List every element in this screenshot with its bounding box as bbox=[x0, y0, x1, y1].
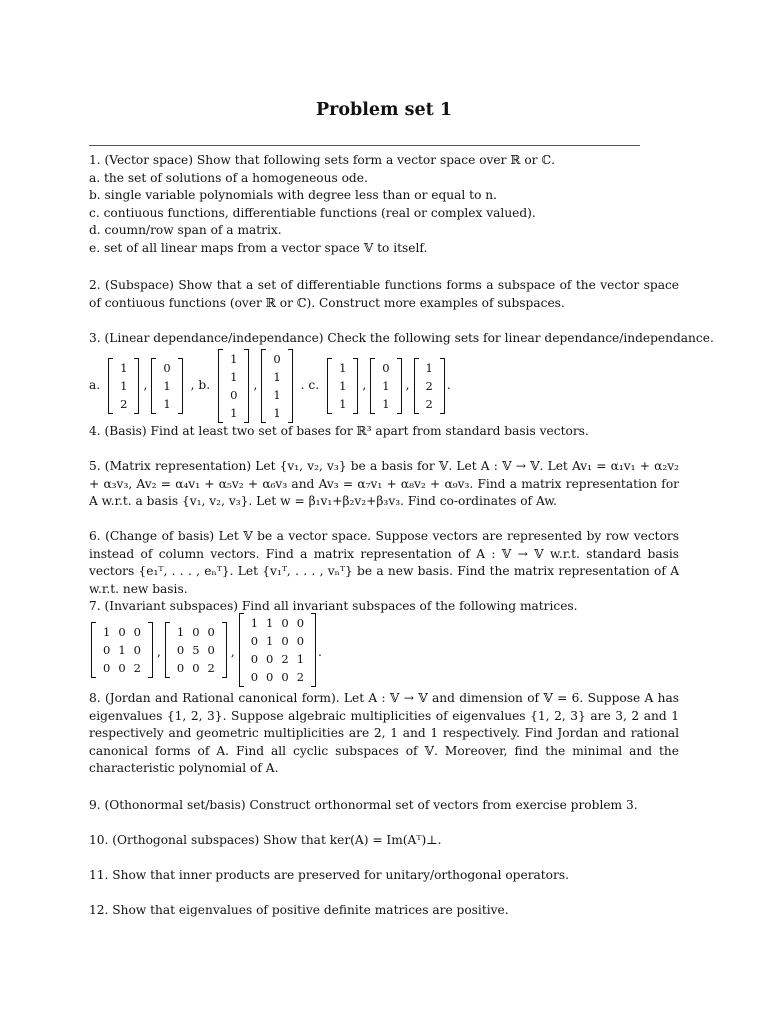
comma: , bbox=[156, 644, 161, 659]
matrix-entry: 0 bbox=[273, 351, 281, 366]
matrix-entry: 0 bbox=[281, 669, 289, 684]
matrix-entry: 0 bbox=[118, 624, 126, 639]
period: . bbox=[446, 377, 451, 392]
page-title: Problem set 1 bbox=[315, 100, 453, 120]
matrix-entry: 1 bbox=[120, 378, 128, 393]
matrix-column bbox=[159, 359, 174, 413]
matrix-column bbox=[226, 350, 241, 422]
problem-1-line: d. coumn/row span of a matrix. bbox=[89, 223, 282, 238]
matrix-column bbox=[269, 350, 284, 422]
matrix-body bbox=[113, 358, 134, 414]
matrix-entry: 0 bbox=[192, 624, 200, 639]
column-vector bbox=[108, 358, 139, 414]
problem-5-text: 5. (Matrix representation) Let {v₁, v₂, v₃} be a basis for 𝕍. Let A : 𝕍 → 𝕍. Let Av₁ = α₁v₁ + α₂v₂ + α₃v₃, Av₂ = α₄v₁ + α₅v₂ + α₆v₃ and Av₃ = α₇v₁ + α₈v₂ + α₉v₃. Find a matrix representation for A w.r.t. a basis {v₁, v₂, v₃}. Let w = β₁v₁+β₂v₂+β₃v₃. Find co-ordinates of Aw. bbox=[89, 459, 679, 509]
problem-8 bbox=[89, 690, 679, 778]
matrix-entry: 2 bbox=[207, 660, 215, 675]
matrix-entry: 1 bbox=[120, 360, 128, 375]
matrix-1 bbox=[89, 622, 155, 684]
matrix-column bbox=[99, 623, 114, 677]
matrix-body bbox=[375, 358, 396, 414]
matrix-entry: 0 bbox=[118, 660, 126, 675]
matrix-entry: 5 bbox=[192, 642, 200, 657]
matrix-body bbox=[170, 622, 222, 678]
matrix-entry: 0 bbox=[266, 669, 274, 684]
problem-4 bbox=[89, 423, 679, 441]
title-divider bbox=[89, 145, 640, 146]
matrix-entry: 0 bbox=[382, 360, 390, 375]
square-matrix bbox=[91, 622, 153, 678]
matrix-entry: 1 bbox=[339, 360, 347, 375]
problem-9-text: 9. (Othonormal set/basis) Construct orthonormal set of vectors from exercise problem 3. bbox=[89, 798, 638, 812]
matrix-entry: 0 bbox=[266, 651, 274, 666]
matrix-entry: 0 bbox=[103, 660, 111, 675]
problem-6-text: 6. (Change of basis) Let 𝕍 be a vector space. Suppose vectors are represented by row vectors instead of column vectors. Find a matrix representation of A : 𝕍 → 𝕍 w.r.t. standard basis vectors {e₁ᵀ, . . . , eₙᵀ}. Let {v₁ᵀ, . . . , vₙᵀ} be a new basis. Find the matrix representation of A w.r.t. new basis. bbox=[89, 529, 679, 596]
matrix-entry: 1 bbox=[176, 624, 185, 639]
comma: , bbox=[405, 377, 410, 392]
set-b-label: , b. bbox=[190, 377, 211, 392]
problem-8-text: 8. (Jordan and Rational canonical form). Let A : 𝕍 → 𝕍 and dimension of 𝕍 = 6. Suppose A has eigenvalues {1, 2, 3}. Suppose algebraic multiplicities of eigenvalues {1, 2, 3} are 3, 2 and 1 respectively and geometric multiplicities are 2, 1 and 1 respectively. Find Jordan and rational canonical forms of A. Find all cyclic subspaces of 𝕍. Moreover, find the minimal and the characteristic polynomial of A. bbox=[89, 691, 679, 776]
right-bracket bbox=[440, 358, 445, 414]
right-bracket bbox=[148, 622, 153, 678]
comma: , bbox=[143, 377, 148, 392]
matrix-entry: 0 bbox=[250, 669, 259, 684]
column-vector bbox=[151, 358, 182, 414]
matrix-body bbox=[156, 358, 177, 414]
matrix-column bbox=[277, 614, 292, 686]
problem-5 bbox=[89, 458, 679, 511]
matrix-entry: 2 bbox=[425, 396, 433, 411]
column-vector bbox=[370, 358, 401, 414]
right-bracket bbox=[178, 358, 183, 414]
matrix-entry: 0 bbox=[281, 615, 289, 630]
problem-1-line: e. set of all linear maps from a vector space 𝕍 to itself. bbox=[89, 240, 428, 255]
matrix-body bbox=[96, 622, 148, 678]
matrix-entry: 1 bbox=[425, 360, 433, 375]
matrix-entry: 0 bbox=[250, 651, 259, 666]
right-bracket bbox=[134, 358, 139, 414]
right-bracket bbox=[353, 358, 358, 414]
problem-1-line: b. single variable polynomials with degree less than or equal to n. bbox=[89, 188, 498, 203]
matrix-column bbox=[188, 623, 203, 677]
matrix-column bbox=[173, 623, 188, 677]
matrix-entry: 0 bbox=[207, 624, 215, 639]
column-vector bbox=[414, 358, 445, 414]
matrix-3 bbox=[237, 613, 318, 693]
matrix-body bbox=[266, 349, 287, 423]
matrix-entry: 1 bbox=[296, 651, 305, 666]
matrix-entry: 0 bbox=[230, 387, 238, 402]
problem-1-line: a. the set of solutions of a homogeneous ode. bbox=[89, 170, 368, 185]
comma: , bbox=[253, 377, 258, 392]
problem-7-matrices bbox=[89, 617, 679, 689]
problem-2-text: 2. (Subspace) Show that a set of differentiable functions forms a subspace of the vector space of contiuous functions (over ℝ or ℂ). Construct more examples of subspaces. bbox=[89, 278, 679, 310]
matrix-entry: 1 bbox=[163, 396, 171, 411]
problem-2 bbox=[89, 277, 679, 312]
matrix-entry: 1 bbox=[103, 624, 111, 639]
problem-12-text: 12. Show that eigenvalues of positive definite matrices are positive. bbox=[89, 903, 509, 917]
matrix-entry: 0 bbox=[133, 624, 141, 639]
matrix-body bbox=[332, 358, 353, 414]
matrix-entry: 1 bbox=[266, 615, 274, 630]
problem-4-text: 4. (Basis) Find at least two set of bases for ℝ³ apart from standard basis vectors. bbox=[89, 424, 589, 438]
matrix-entry: 0 bbox=[192, 660, 200, 675]
problem-1 bbox=[89, 152, 679, 258]
matrix-entry: 1 bbox=[118, 642, 126, 657]
problem-9 bbox=[89, 797, 679, 815]
matrix-column bbox=[130, 623, 145, 677]
problem-7 bbox=[89, 598, 679, 689]
matrix-entry: 1 bbox=[230, 405, 238, 420]
matrix-entry: 1 bbox=[339, 378, 347, 393]
matrix-entry: 0 bbox=[176, 660, 185, 675]
matrix-entry: 1 bbox=[339, 396, 347, 411]
problem-12 bbox=[89, 902, 679, 920]
problem-3 bbox=[89, 330, 714, 422]
matrix-entry: 2 bbox=[296, 669, 305, 684]
matrix-body bbox=[223, 349, 244, 423]
matrix-column bbox=[204, 623, 219, 677]
matrix-entry: 1 bbox=[266, 633, 274, 648]
problem-3-vector-sets bbox=[89, 350, 679, 422]
matrix-entry: 1 bbox=[163, 378, 171, 393]
vector-set-a bbox=[106, 358, 185, 414]
problem-7-text: 7. (Invariant subspaces) Find all invariant subspaces of the following matrices. bbox=[89, 599, 578, 613]
problem-1-line: 1. (Vector space) Show that following sets form a vector space over ℝ or ℂ. bbox=[89, 153, 555, 167]
matrix-entry: 1 bbox=[273, 369, 281, 384]
comma: , bbox=[362, 377, 367, 392]
matrix-column bbox=[293, 614, 308, 686]
matrix-column bbox=[114, 623, 129, 677]
problem-10-text: 10. (Orthogonal subspaces) Show that ker(A) = Im(Aᵀ)⊥. bbox=[89, 833, 442, 847]
column-vector bbox=[261, 349, 292, 423]
matrix-column bbox=[378, 359, 393, 413]
set-a-label: a. bbox=[89, 377, 101, 392]
matrix-entry: 1 bbox=[382, 378, 390, 393]
column-vector bbox=[327, 358, 358, 414]
matrix-entry: 2 bbox=[120, 396, 128, 411]
matrix-entry: 1 bbox=[273, 387, 281, 402]
period: . bbox=[318, 644, 322, 659]
matrix-entry: 1 bbox=[230, 369, 238, 384]
right-bracket bbox=[397, 358, 402, 414]
matrix-entry: 0 bbox=[163, 360, 171, 375]
matrix-2 bbox=[163, 622, 229, 684]
matrix-entry: 0 bbox=[296, 633, 305, 648]
matrix-body bbox=[419, 358, 440, 414]
problem-6 bbox=[89, 528, 679, 598]
matrix-column bbox=[247, 614, 262, 686]
matrix-column bbox=[335, 359, 350, 413]
matrix-entry: 0 bbox=[281, 633, 289, 648]
comma: , bbox=[230, 644, 235, 659]
matrix-entry: 2 bbox=[425, 378, 433, 393]
matrix-entry: 2 bbox=[281, 651, 289, 666]
matrix-column bbox=[116, 359, 131, 413]
matrix-entry: 0 bbox=[133, 642, 141, 657]
matrix-entry: 0 bbox=[207, 642, 215, 657]
right-bracket bbox=[288, 349, 293, 423]
square-matrix bbox=[165, 622, 227, 678]
vector-set-b bbox=[216, 349, 295, 423]
matrix-column bbox=[262, 614, 277, 686]
square-matrix bbox=[239, 613, 316, 687]
right-bracket bbox=[244, 349, 249, 423]
problem-1-line: c. contiuous functions, differentiable functions (real or complex valued). bbox=[89, 205, 536, 220]
set-c-label: . c. bbox=[300, 377, 320, 392]
matrix-entry: 0 bbox=[103, 642, 111, 657]
matrix-entry: 1 bbox=[230, 351, 238, 366]
problem-10 bbox=[89, 832, 679, 850]
matrix-entry: 0 bbox=[176, 642, 185, 657]
column-vector bbox=[218, 349, 249, 423]
matrix-entry: 1 bbox=[250, 615, 259, 630]
matrix-entry: 1 bbox=[382, 396, 390, 411]
matrix-column bbox=[422, 359, 437, 413]
problem-11-text: 11. Show that inner products are preserved for unitary/orthogonal operators. bbox=[89, 868, 569, 882]
right-bracket bbox=[222, 622, 227, 678]
right-bracket bbox=[311, 613, 316, 687]
matrix-entry: 0 bbox=[250, 633, 259, 648]
matrix-entry: 0 bbox=[296, 615, 305, 630]
matrix-entry: 1 bbox=[273, 405, 281, 420]
problem-3-text: 3. (Linear dependance/independance) Check the following sets for linear dependance/independance. bbox=[89, 331, 714, 345]
problem-11 bbox=[89, 867, 679, 885]
matrix-entry: 2 bbox=[133, 660, 141, 675]
vector-set-c bbox=[325, 358, 447, 414]
matrix-body bbox=[244, 613, 311, 687]
